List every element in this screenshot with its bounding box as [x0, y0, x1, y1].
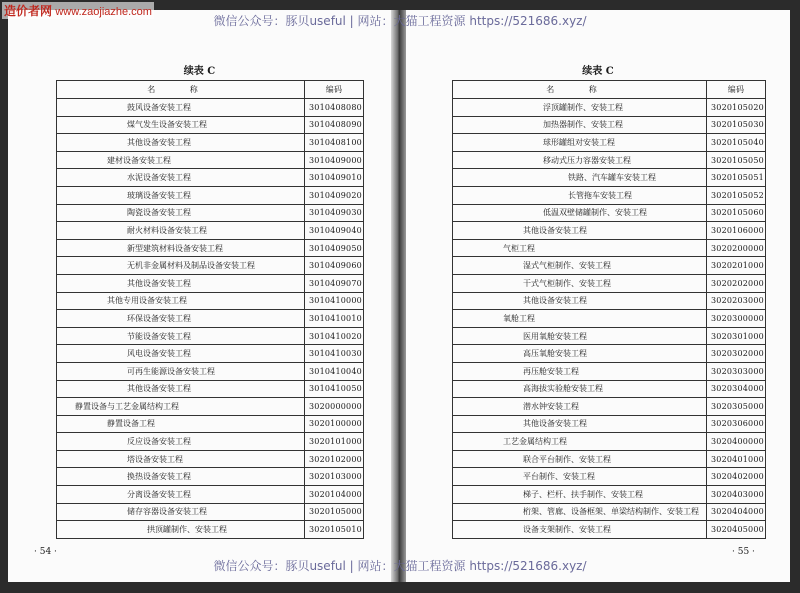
code-table-left: [56, 80, 364, 539]
item-name: 设备支架制作、安装工程: [453, 521, 707, 539]
item-name: 风电设备安装工程: [57, 345, 305, 363]
item-code: 3020304000: [707, 380, 766, 398]
table-row: [57, 503, 364, 521]
item-name: 低温双壁储罐制作、安装工程: [453, 204, 707, 222]
table-row: [453, 239, 766, 257]
left-page: [8, 10, 391, 582]
item-code: 3020105030: [707, 116, 766, 134]
item-code: 3010408080: [305, 99, 364, 117]
item-name: 鼓风设备安装工程: [57, 99, 305, 117]
right-page: [406, 10, 790, 582]
item-code: 3020203000: [707, 292, 766, 310]
item-name: 水泥设备安装工程: [57, 169, 305, 187]
item-name: 换热设备安装工程: [57, 468, 305, 486]
site-url: www.zaojiazhe.com: [55, 6, 152, 18]
item-code: 3020400000: [707, 433, 766, 451]
item-code: 3020105052: [707, 186, 766, 204]
table-row: [453, 204, 766, 222]
table-row: [453, 274, 766, 292]
item-code: 3020105060: [707, 204, 766, 222]
column-header-code: 编码: [707, 81, 766, 99]
table-row: [57, 169, 364, 187]
item-code: 3010410040: [305, 362, 364, 380]
item-code: 3020200000: [707, 239, 766, 257]
column-header-name: 名 称: [57, 81, 305, 99]
table-row: [453, 222, 766, 240]
item-name: 无机非金属材料及制品设备安装工程: [57, 257, 305, 275]
item-name: 干式气柜制作、安装工程: [453, 274, 707, 292]
item-code: 3020201000: [707, 257, 766, 275]
table-row: [57, 186, 364, 204]
item-name: 静置设备与工艺金属结构工程: [57, 398, 305, 416]
item-code: 3020302000: [707, 345, 766, 363]
item-name: 储存容器设备安装工程: [57, 503, 305, 521]
item-code: 3020106000: [707, 222, 766, 240]
item-code: 3010408090: [305, 116, 364, 134]
table-row: [57, 116, 364, 134]
table-row: [453, 345, 766, 363]
item-name: 潜水钟安装工程: [453, 398, 707, 416]
table-continued-title: 续表 C: [183, 66, 216, 77]
item-name: 医用氧舱安装工程: [453, 327, 707, 345]
item-code: 3020403000: [707, 486, 766, 504]
item-code: 3010409040: [305, 222, 364, 240]
table-row: [453, 310, 766, 328]
item-name: 联合平台制作、安装工程: [453, 450, 707, 468]
item-code: 3010409010: [305, 169, 364, 187]
item-name: 其他设备安装工程: [57, 134, 305, 152]
item-name: 浮顶罐制作、安装工程: [453, 99, 707, 117]
item-name: 可再生能源设备安装工程: [57, 362, 305, 380]
column-header-name: 名 称: [453, 81, 707, 99]
book-gutter: [391, 10, 406, 582]
table-row: [453, 468, 766, 486]
item-name: 新型建筑材料设备安装工程: [57, 239, 305, 257]
table-row: [453, 151, 766, 169]
item-code: 3020306000: [707, 415, 766, 433]
item-name: 建材设备安装工程: [57, 151, 305, 169]
item-code: 3020105051: [707, 169, 766, 187]
table-row: [57, 486, 364, 504]
table-row: [57, 327, 364, 345]
item-name: 高海拔实验舱安装工程: [453, 380, 707, 398]
table-row: [57, 380, 364, 398]
item-name: 反应设备安装工程: [57, 433, 305, 451]
table-row: [453, 398, 766, 416]
item-code: 3010410030: [305, 345, 364, 363]
table-row: [57, 204, 364, 222]
table-row: [453, 380, 766, 398]
table-row: [57, 257, 364, 275]
table-row: [453, 503, 766, 521]
item-code: 3010409000: [305, 151, 364, 169]
table-continued-title: 续表 C: [582, 66, 614, 77]
item-code: 3020402000: [707, 468, 766, 486]
table-row: [57, 450, 364, 468]
item-name: 静置设备工程: [57, 415, 305, 433]
item-code: 3020100000: [305, 415, 364, 433]
table-row: [57, 274, 364, 292]
item-name: 其他设备安装工程: [57, 380, 305, 398]
table-body: [453, 99, 766, 539]
item-code: 3010410000: [305, 292, 364, 310]
item-name: 其他设备安装工程: [57, 274, 305, 292]
table-row: [57, 292, 364, 310]
item-name: 氧舱工程: [453, 310, 707, 328]
table-row: [57, 362, 364, 380]
item-name: 环保设备安装工程: [57, 310, 305, 328]
item-code: 3010409050: [305, 239, 364, 257]
table-row: [57, 239, 364, 257]
item-code: 3020102000: [305, 450, 364, 468]
item-code: 3020301000: [707, 327, 766, 345]
item-code: 3020105040: [707, 134, 766, 152]
item-code: 3020105000: [305, 503, 364, 521]
item-code: 3020305000: [707, 398, 766, 416]
item-code: 3010409070: [305, 274, 364, 292]
item-name: 湿式气柜制作、安装工程: [453, 257, 707, 275]
table-row: [57, 345, 364, 363]
table-row: [453, 450, 766, 468]
item-code: 3020000000: [305, 398, 364, 416]
item-code: 3010409060: [305, 257, 364, 275]
item-code: 3020104000: [305, 486, 364, 504]
item-code: 3010409030: [305, 204, 364, 222]
item-code: 3020101000: [305, 433, 364, 451]
table-row: [453, 362, 766, 380]
item-name: 陶瓷设备安装工程: [57, 204, 305, 222]
table-row: [57, 433, 364, 451]
watermark-banner-top: 微信公众号：豚贝useful | 网站：大猫工程资源 https://521686.xyz/: [213, 14, 587, 28]
table-row: [453, 292, 766, 310]
item-name: 长管拖车安装工程: [453, 186, 707, 204]
item-name: 煤气发生设备安装工程: [57, 116, 305, 134]
item-code: 3020105020: [707, 99, 766, 117]
item-code: 3020401000: [707, 450, 766, 468]
table-row: [57, 99, 364, 117]
table-row: [57, 521, 364, 539]
column-header-code: 编码: [305, 81, 364, 99]
item-name: 分离设备安装工程: [57, 486, 305, 504]
table-row: [57, 134, 364, 152]
item-name: 塔设备安装工程: [57, 450, 305, 468]
table-row: [57, 415, 364, 433]
item-name: 桁架、管廊、设备框架、单梁结构制作、安装工程: [453, 503, 707, 521]
code-table-right: [452, 80, 766, 539]
table-row: [453, 521, 766, 539]
table-row: [57, 222, 364, 240]
item-code: 3020202000: [707, 274, 766, 292]
table-row: [453, 134, 766, 152]
table-row: [453, 169, 766, 187]
item-code: 3020303000: [707, 362, 766, 380]
table-row: [453, 327, 766, 345]
item-name: 其他专用设备安装工程: [57, 292, 305, 310]
item-code: 3020405000: [707, 521, 766, 539]
item-code: 3020103000: [305, 468, 364, 486]
page-number: · 55 ·: [732, 547, 755, 557]
item-code: 3020105050: [707, 151, 766, 169]
item-name: 玻璃设备安装工程: [57, 186, 305, 204]
watermark-banner-bottom: 微信公众号：豚贝useful | 网站：大猫工程资源 https://521686.xyz/: [213, 559, 587, 573]
item-code: 3010410050: [305, 380, 364, 398]
item-code: 3010410010: [305, 310, 364, 328]
item-name: 节能设备安装工程: [57, 327, 305, 345]
item-code: 3020105010: [305, 521, 364, 539]
item-name: 工艺金属结构工程: [453, 433, 707, 451]
item-name: 梯子、栏杆、扶手制作、安装工程: [453, 486, 707, 504]
item-name: 气柜工程: [453, 239, 707, 257]
item-code: 3020404000: [707, 503, 766, 521]
item-name: 高压氧舱安装工程: [453, 345, 707, 363]
table-header-row: [453, 81, 766, 99]
table-row: [453, 186, 766, 204]
item-name: 再压舱安装工程: [453, 362, 707, 380]
item-code: 3020300000: [707, 310, 766, 328]
table-row: [453, 116, 766, 134]
table-body: [57, 99, 364, 539]
item-name: 加热器制作、安装工程: [453, 116, 707, 134]
item-name: 铁路、汽车罐车安装工程: [453, 169, 707, 187]
item-name: 拱顶罐制作、安装工程: [57, 521, 305, 539]
table-row: [453, 486, 766, 504]
table-row: [57, 151, 364, 169]
site-name: 造价者网: [4, 4, 53, 18]
item-code: 3010408100: [305, 134, 364, 152]
item-name: 其他设备安装工程: [453, 292, 707, 310]
item-code: 3010410020: [305, 327, 364, 345]
item-name: 移动式压力容器安装工程: [453, 151, 707, 169]
table-header-row: [57, 81, 364, 99]
table-row: [453, 433, 766, 451]
table-row: [453, 415, 766, 433]
item-name: 耐火材料设备安装工程: [57, 222, 305, 240]
item-name: 球形罐组对安装工程: [453, 134, 707, 152]
item-name: 其他设备安装工程: [453, 415, 707, 433]
table-row: [57, 468, 364, 486]
table-row: [453, 257, 766, 275]
item-name: 其他设备安装工程: [453, 222, 707, 240]
item-code: 3010409020: [305, 186, 364, 204]
table-row: [57, 310, 364, 328]
item-name: 平台制作、安装工程: [453, 468, 707, 486]
page-number: · 54 ·: [34, 547, 57, 557]
table-row: [453, 99, 766, 117]
table-row: [57, 398, 364, 416]
